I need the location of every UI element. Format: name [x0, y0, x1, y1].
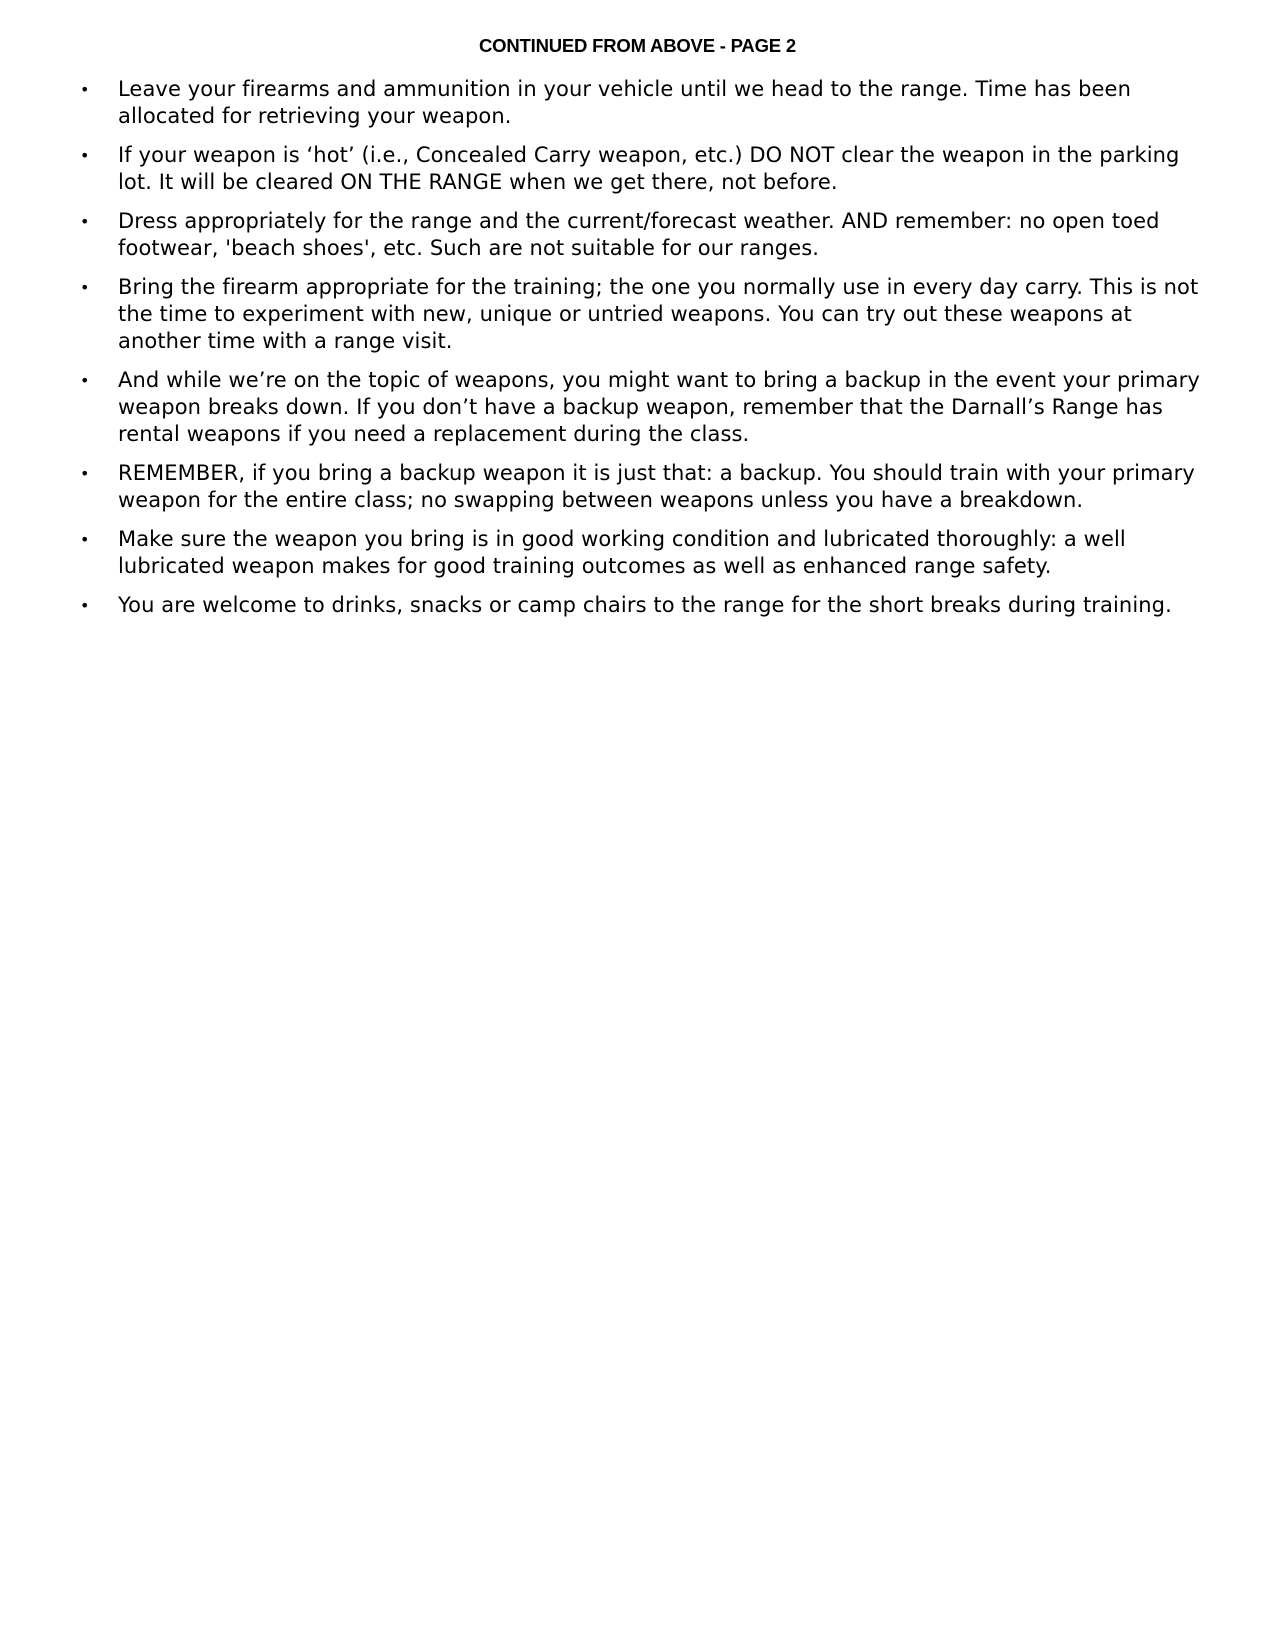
list-item-text: REMEMBER, if you bring a backup weapon it is just that: a backup. You should train with your primary weapon for the entire class; no swapping between weapons unless you have a breakdown.	[118, 461, 1195, 512]
list-item	[0, 208, 1275, 262]
list-item	[0, 142, 1275, 196]
list-item	[0, 460, 1275, 514]
list-item-text: And while we’re on the topic of weapons, you might want to bring a backup in the event your primary weapon breaks down. If you don’t have a backup weapon, remember that the Darnall’s Range has rental weapons if you need a replacement during the class.	[118, 368, 1200, 446]
bullet-icon: •	[80, 146, 90, 165]
bullet-icon: •	[80, 278, 90, 297]
list-item-text: Dress appropriately for the range and the current/forecast weather. AND remember: no open toed footwear, 'beach shoes', etc. Such are not suitable for our ranges.	[118, 209, 1160, 260]
list-item-text: If your weapon is ‘hot’ (i.e., Concealed Carry weapon, etc.) DO NOT clear the weapon in the parking lot. It will be cleared ON THE RANGE when we get there, not before.	[118, 143, 1180, 194]
list-item-text: You are welcome to drinks, snacks or camp chairs to the range for the short breaks during training.	[118, 593, 1172, 617]
bullet-list	[0, 76, 1275, 631]
list-item	[0, 76, 1275, 130]
list-item	[0, 526, 1275, 580]
bullet-icon: •	[80, 371, 90, 390]
list-item-text: Leave your firearms and ammunition in your vehicle until we head to the range. Time has been allocated for retrieving your weapon.	[118, 77, 1131, 128]
bullet-icon: •	[80, 212, 90, 231]
bullet-icon: •	[80, 80, 90, 99]
list-item	[0, 274, 1275, 355]
bullet-icon: •	[80, 530, 90, 549]
list-item-text: Make sure the weapon you bring is in good working condition and lubricated thoroughly: a well lubricated weapon makes for good training outcomes as well as enhanced range safety.	[118, 527, 1126, 578]
list-item	[0, 367, 1275, 448]
page-heading: CONTINUED FROM ABOVE - PAGE 2	[479, 35, 796, 56]
bullet-icon: •	[80, 464, 90, 483]
list-item	[0, 592, 1275, 619]
bullet-icon: •	[80, 596, 90, 615]
list-item-text: Bring the firearm appropriate for the training; the one you normally use in every day carry. This is not the time to experiment with new, unique or untried weapons. You can try out these weapons at another time with a range visit.	[118, 275, 1199, 353]
